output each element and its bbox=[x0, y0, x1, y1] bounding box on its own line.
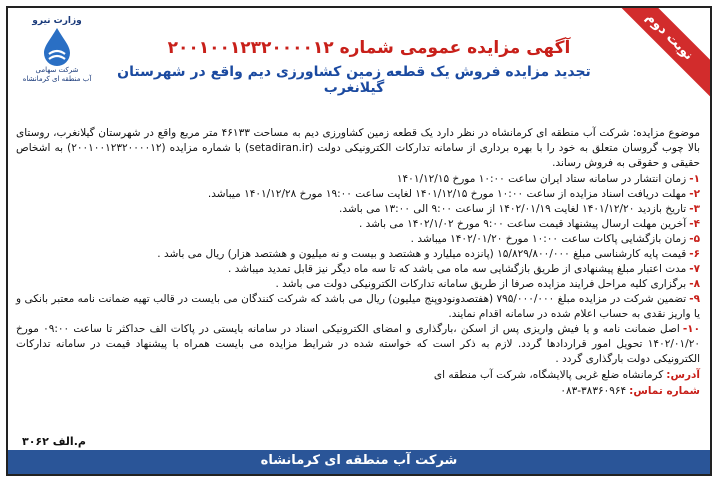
address-value: کرمانشاه ضلع غربی پالایشگاه، شرکت آب منطقه ای bbox=[433, 369, 664, 381]
logo-sub1: شرکت سهامی bbox=[35, 66, 79, 74]
list-item bbox=[16, 292, 700, 322]
item-text: آخرین مهلت ارسال پیشنهاد قیمت ساعت ۹:۰۰ مورخ ۱۴۰۲/۱/۰۲ می باشد . bbox=[358, 218, 687, 230]
item-number: ۴- bbox=[689, 218, 700, 230]
notice-title: آگهی مزایده عمومی شماره ۲۰۰۱۰۰۱۲۳۲۰۰۰۰۱۲ bbox=[167, 38, 571, 58]
item-number: ۳- bbox=[689, 203, 700, 215]
notice-frame bbox=[6, 6, 712, 476]
item-text: اصل ضمانت نامه و یا فیش واریزی پس از اسکن ،بارگذاری و امضای الکترونیکی اسناد در سامانه بایستی در پاکات الف حداکثر تا ساعت ۰۹:۰۰ مورخ ۱۴۰۲/۰۱/۲۰ تحویل امور قراردادها گردد. لازم به ذکر است که خواسته شده در شرایط مزایده می بایست همراه با پیشنهاد قیمت در سامانه تدارکات الکترونیکی دولت بارگذاری گردد . bbox=[16, 323, 700, 365]
logo-sub2: آب منطقه ای کرمانشاه bbox=[22, 75, 92, 83]
item-text: زمان بازگشایی پاکات ساعت ۱۰:۰۰ مورخ ۱۴۰۲/۰۱/۲۰ میباشد . bbox=[410, 233, 687, 245]
address-line bbox=[16, 368, 700, 383]
notice-subtitle: تجدید مزایده فروش یک قطعه زمین کشاورزی دیم واقع در شهرستان گیلانغرب bbox=[117, 64, 591, 96]
list-item bbox=[16, 322, 700, 367]
list-item bbox=[16, 262, 700, 277]
item-number: ۹- bbox=[689, 293, 700, 305]
item-number: ۸- bbox=[689, 278, 700, 290]
notice-body bbox=[16, 126, 700, 399]
footer-company-name: شرکت آب منطقه ای کرمانشاه bbox=[260, 453, 458, 468]
list-item bbox=[16, 217, 700, 232]
phone-line bbox=[16, 384, 700, 399]
corner-badge: نوبت دوم bbox=[607, 6, 712, 99]
item-text: تضمین شرکت در مزایده مبلغ ۷۹۵/۰۰۰/۰۰۰ (هفتصدونودوپنج میلیون) ریال می باشد که شرکت کنندگان می بایست در قالب تهیه ضمانت نامه معتبر بانکی و یا واریز نقدی به حساب اعلام شده در سامانه اقدام نمایند. bbox=[16, 293, 700, 320]
list-item bbox=[16, 277, 700, 292]
list-item bbox=[16, 172, 700, 187]
list-item bbox=[16, 247, 700, 262]
item-number: ۷- bbox=[689, 263, 700, 275]
item-text: مهلت دریافت اسناد مزایده از ساعت ۱۰:۰۰ مورخ ۱۴۰۱/۱۲/۱۵ لغایت ساعت ۱۹:۰۰ مورخ ۱۴۰۱/۱۲/۲۸ میباشد. bbox=[207, 188, 687, 200]
intro-paragraph: موضوع مزایده: شرکت آب منطقه ای کرمانشاه در نظر دارد یک قطعه زمین کشاورزی دیم به مساحت ۴۶۱۳۳ متر مربع واقع در شهرستان گیلانغرب، روستای بالا چوب گروسان متعلق به خود را با بهره برداری از سامانه تدارکات الکترونیکی دولت (setadiran.ir) با شماره مزایده (۲۰۰۱۰۰۱۲۳۲۰۰۰۰۱۲) به اشخاص حقیقی و حقوقی به فروش رساند. bbox=[16, 127, 700, 169]
item-text: مدت اعتبار مبلغ پیشنهادی از طریق بازگشایی سه ماه می باشد که تا سه ماه دیگر نیز قابل تمدید میباشد . bbox=[228, 263, 687, 275]
item-number: ۵- bbox=[689, 233, 700, 245]
item-text: برگزاری کلیه مراحل فرایند مزایده صرفا از طریق سامانه تدارکات الکترونیکی دولت می باشد . bbox=[275, 278, 687, 290]
item-number: ۲- bbox=[689, 188, 700, 200]
footer-bar bbox=[8, 450, 710, 474]
list-item bbox=[16, 232, 700, 247]
address-label: آدرس: bbox=[666, 369, 700, 381]
item-number: ۶- bbox=[689, 248, 700, 260]
list-item bbox=[16, 187, 700, 202]
item-number: ۱- bbox=[689, 173, 700, 185]
reference-code: م.الف ۳۰۶۲ bbox=[22, 435, 86, 448]
water-drop-icon bbox=[40, 26, 74, 66]
item-text: قیمت پایه کارشناسی مبلغ ۱۵/۸۲۹/۸۰۰/۰۰۰ (پانزده میلیارد و هشتصد و بیست و نه میلیون و هشتصد هزار) ریال می باشد . bbox=[157, 248, 687, 260]
phone-value: ۳۸۳۶۰۹۶۴-۰۸۳ bbox=[560, 385, 627, 397]
item-text: زمان انتشار در سامانه ستاد ایران ساعت ۱۰:۰۰ مورخ ۱۴۰۱/۱۲/۱۵ bbox=[396, 173, 687, 185]
item-number: ۱۰- bbox=[682, 323, 700, 335]
phone-label: شماره تماس: bbox=[629, 385, 700, 397]
logo bbox=[18, 16, 96, 84]
item-text: تاریخ بازدید ۱۴۰۱/۱۲/۲۰ لغایت ۱۴۰۲/۰۱/۱۹ از ساعت ۹:۰۰ الی ۱۳:۰۰ می باشد. bbox=[339, 203, 687, 215]
list-item bbox=[16, 202, 700, 217]
logo-company: وزارت نیرو bbox=[32, 16, 82, 26]
